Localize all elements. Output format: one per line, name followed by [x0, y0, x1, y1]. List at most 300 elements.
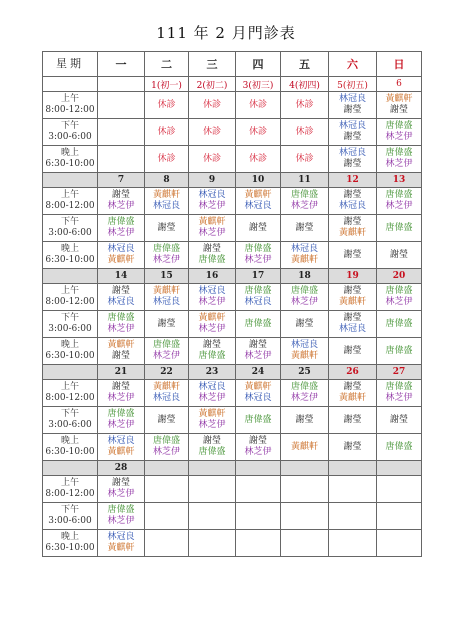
schedule-cell: [236, 530, 281, 557]
date-cell: 12: [329, 173, 377, 188]
doctor-name: 謝瑩: [389, 249, 408, 260]
schedule-cell: [329, 380, 377, 407]
slot-label: [43, 503, 98, 530]
weekday-header-7: 日: [377, 52, 422, 77]
doctor-name: 謝瑩: [343, 345, 362, 356]
schedule-cell: [236, 503, 281, 530]
doctor-name: 謝瑩: [343, 217, 362, 227]
date-cell: 5(初五): [329, 77, 377, 92]
weekday-header-3: 三: [189, 52, 236, 77]
slot-label: [43, 311, 98, 338]
doctor-name: 林冠良: [152, 393, 180, 403]
weekday-header-label: 星期: [43, 52, 98, 77]
schedule-cell: [236, 119, 281, 146]
doctor-name: 謝瑩: [343, 249, 362, 260]
schedule-cell: [377, 476, 422, 503]
schedule-cell: [98, 146, 145, 173]
doctor-name: 林芝伊: [198, 420, 226, 430]
schedule-cell: [281, 242, 329, 269]
schedule-cell: [236, 284, 281, 311]
doctor-name: 林芝伊: [385, 132, 413, 142]
schedule-cell: [281, 119, 329, 146]
slot-row: [43, 188, 422, 215]
doctor-name: 謝瑩: [202, 436, 221, 446]
slot-label: [43, 146, 98, 173]
doctor-name: 謝瑩: [248, 436, 267, 446]
date-cell: 17: [236, 269, 281, 284]
doctor-name: 林芝伊: [107, 393, 135, 403]
schedule-cell: [281, 146, 329, 173]
schedule-cell: [145, 380, 189, 407]
slot-time: 6:30-10:00: [45, 351, 95, 361]
slot-row: [43, 146, 422, 173]
date-cell: 1(初一): [145, 77, 189, 92]
doctor-name: 謝瑩: [343, 105, 362, 115]
date-cell: 23: [189, 365, 236, 380]
doctor-name: 林芝伊: [290, 201, 318, 211]
doctor-name: 唐偉盛: [385, 286, 413, 296]
doctor-name: 林冠良: [338, 201, 366, 211]
weekday-header-4: 四: [236, 52, 281, 77]
schedule-cell: [236, 380, 281, 407]
schedule-cell: [329, 407, 377, 434]
closed-label: 休診: [295, 153, 314, 164]
schedule-cell: [329, 215, 377, 242]
doctor-name: 唐偉盛: [107, 409, 135, 419]
slot-row: [43, 284, 422, 311]
slot-name: 晚上: [60, 340, 79, 350]
schedule-cell: [377, 311, 422, 338]
schedule-cell: [236, 92, 281, 119]
slot-name: 下午: [60, 313, 79, 323]
doctor-name: 林冠良: [198, 190, 226, 200]
slot-time: 3:00-6:00: [48, 324, 92, 334]
schedule-cell: [377, 92, 422, 119]
doctor-name: 林芝伊: [290, 393, 318, 403]
doctor-name: 唐偉盛: [198, 351, 226, 361]
doctor-name: 黃麒軒: [107, 340, 135, 350]
schedule-cell: [377, 503, 422, 530]
schedule-cell: [98, 119, 145, 146]
schedule-cell: [236, 215, 281, 242]
date-cell: 9: [189, 173, 236, 188]
slot-time: 8:00-12:00: [45, 489, 95, 499]
slot-name: 上午: [60, 382, 79, 392]
doctor-name: 林冠良: [107, 297, 135, 307]
closed-label: 休診: [295, 126, 314, 137]
slot-name: 上午: [60, 94, 79, 104]
date-row-label: [43, 269, 98, 284]
schedule-cell: [145, 434, 189, 461]
doctor-name: 謝瑩: [343, 286, 362, 296]
doctor-name: 林芝伊: [107, 228, 135, 238]
doctor-name: 唐偉盛: [244, 286, 272, 296]
doctor-name: 林芝伊: [385, 297, 413, 307]
doctor-name: 林芝伊: [385, 201, 413, 211]
doctor-name: 唐偉盛: [152, 340, 180, 350]
slot-time: 6:30-10:00: [45, 159, 95, 169]
date-cell: 27: [377, 365, 422, 380]
schedule-cell: [377, 338, 422, 365]
slot-label: [43, 215, 98, 242]
slot-name: 下午: [60, 217, 79, 227]
doctor-name: 黃麒軒: [107, 255, 135, 265]
schedule-cell: [377, 146, 422, 173]
date-cell: [98, 77, 145, 92]
schedule-cell: [377, 119, 422, 146]
doctor-name: 林冠良: [244, 393, 272, 403]
doctor-name: 林冠良: [198, 286, 226, 296]
slot-row: [43, 311, 422, 338]
schedule-cell: [377, 434, 422, 461]
schedule-cell: [189, 146, 236, 173]
schedule-cell: [281, 380, 329, 407]
slot-row: [43, 338, 422, 365]
doctor-name: 林芝伊: [198, 201, 226, 211]
slot-row: [43, 119, 422, 146]
slot-row: [43, 92, 422, 119]
slot-row: [43, 242, 422, 269]
schedule-cell: [329, 434, 377, 461]
doctor-name: 林芝伊: [152, 351, 180, 361]
schedule-cell: [329, 530, 377, 557]
doctor-name: 黃麒軒: [152, 190, 180, 200]
schedule-cell: [98, 188, 145, 215]
date-cell: [236, 461, 281, 476]
doctor-name: 林芝伊: [152, 447, 180, 457]
schedule-cell: [98, 407, 145, 434]
schedule-cell: [189, 284, 236, 311]
date-cell: [189, 461, 236, 476]
doctor-name: 謝瑩: [343, 382, 362, 392]
doctor-name: 黃麒軒: [198, 409, 226, 419]
date-cell: 2(初二): [189, 77, 236, 92]
closed-label: 休診: [157, 99, 176, 110]
date-row-label: [43, 365, 98, 380]
date-cell: 16: [189, 269, 236, 284]
doctor-name: 謝瑩: [157, 318, 176, 329]
doctor-name: 林芝伊: [244, 447, 272, 457]
schedule-cell: [377, 407, 422, 434]
slot-time: 3:00-6:00: [48, 516, 92, 526]
schedule-cell: [189, 530, 236, 557]
doctor-name: 林芝伊: [107, 324, 135, 334]
doctor-name: 唐偉盛: [152, 244, 180, 254]
closed-label: 休診: [248, 126, 267, 137]
doctor-name: 林芝伊: [290, 297, 318, 307]
doctor-name: 謝瑩: [343, 441, 362, 452]
date-cell: 14: [98, 269, 145, 284]
slot-time: 8:00-12:00: [45, 297, 95, 307]
weekday-header-5: 五: [281, 52, 329, 77]
date-cell: [377, 461, 422, 476]
doctor-name: 林芝伊: [244, 255, 272, 265]
slot-time: 6:30-10:00: [45, 543, 95, 553]
schedule-cell: [189, 119, 236, 146]
doctor-name: 林芝伊: [198, 393, 226, 403]
schedule-cell: [189, 407, 236, 434]
doctor-name: 謝瑩: [157, 222, 176, 233]
schedule-cell: [189, 188, 236, 215]
doctor-name: 黃麒軒: [198, 217, 226, 227]
doctor-name: 謝瑩: [111, 190, 130, 200]
schedule-cell: [236, 146, 281, 173]
doctor-name: 謝瑩: [111, 351, 130, 361]
doctor-name: 林冠良: [244, 297, 272, 307]
schedule-cell: [281, 311, 329, 338]
doctor-name: 林冠良: [107, 244, 135, 254]
slot-time: 3:00-6:00: [48, 132, 92, 142]
doctor-name: 唐偉盛: [290, 382, 318, 392]
schedule-cell: [329, 119, 377, 146]
slot-time: 8:00-12:00: [45, 393, 95, 403]
doctor-name: 林冠良: [338, 324, 366, 334]
doctor-name: 黃麒軒: [107, 543, 135, 553]
schedule-cell: [145, 188, 189, 215]
schedule-cell: [145, 407, 189, 434]
date-cell: 13: [377, 173, 422, 188]
doctor-name: 謝瑩: [111, 286, 130, 296]
schedule-cell: [329, 92, 377, 119]
slot-name: 晚上: [60, 436, 79, 446]
doctor-name: 唐偉盛: [198, 447, 226, 457]
schedule-cell: [145, 503, 189, 530]
doctor-name: 謝瑩: [295, 222, 314, 233]
doctor-name: 黃麒軒: [244, 190, 272, 200]
schedule-cell: [145, 338, 189, 365]
date-row-label: [43, 173, 98, 188]
doctor-name: 林芝伊: [198, 228, 226, 238]
slot-time: 3:00-6:00: [48, 420, 92, 430]
schedule-cell: [281, 284, 329, 311]
schedule-cell: [236, 188, 281, 215]
date-cell: [329, 461, 377, 476]
schedule-cell: [329, 242, 377, 269]
doctor-name: 謝瑩: [202, 340, 221, 350]
doctor-name: 唐偉盛: [385, 318, 413, 329]
doctor-name: 黃麒軒: [338, 393, 366, 403]
date-cell: 21: [98, 365, 145, 380]
schedule-cell: [98, 338, 145, 365]
schedule-cell: [377, 380, 422, 407]
doctor-name: 黃麒軒: [290, 351, 318, 361]
doctor-name: 謝瑩: [343, 159, 362, 169]
doctor-name: 謝瑩: [389, 414, 408, 425]
slot-time: 6:30-10:00: [45, 255, 95, 265]
doctor-name: 黃麒軒: [152, 382, 180, 392]
slot-row: [43, 407, 422, 434]
slot-row: [43, 380, 422, 407]
schedule-cell: [329, 476, 377, 503]
schedule-cell: [189, 311, 236, 338]
doctor-name: 林芝伊: [107, 420, 135, 430]
doctor-name: 林芝伊: [385, 393, 413, 403]
schedule-cell: [98, 284, 145, 311]
date-cell: [281, 461, 329, 476]
slot-label: [43, 188, 98, 215]
schedule-cell: [145, 476, 189, 503]
doctor-name: 林芝伊: [107, 201, 135, 211]
schedule-cell: [329, 311, 377, 338]
closed-label: 休診: [202, 99, 221, 110]
doctor-name: 唐偉盛: [290, 190, 318, 200]
schedule-cell: [189, 434, 236, 461]
schedule-cell: [329, 503, 377, 530]
slot-label: [43, 380, 98, 407]
slot-row: [43, 434, 422, 461]
date-cell: 15: [145, 269, 189, 284]
schedule-cell: [236, 242, 281, 269]
doctor-name: 林芝伊: [152, 255, 180, 265]
closed-label: 休診: [157, 126, 176, 137]
doctor-name: 林冠良: [338, 121, 366, 131]
weekday-header-row: [43, 52, 422, 77]
doctor-name: 唐偉盛: [152, 436, 180, 446]
slot-label: [43, 407, 98, 434]
closed-label: 休診: [248, 99, 267, 110]
schedule-cell: [377, 530, 422, 557]
schedule-cell: [281, 503, 329, 530]
schedule-cell: [98, 92, 145, 119]
doctor-name: 黃麒軒: [290, 441, 318, 452]
slot-name: 下午: [60, 121, 79, 131]
doctor-name: 謝瑩: [343, 313, 362, 323]
schedule-cell: [329, 188, 377, 215]
schedule-cell: [145, 119, 189, 146]
schedule-cell: [98, 311, 145, 338]
schedule-cell: [281, 476, 329, 503]
doctor-name: 黃麒軒: [385, 94, 413, 104]
weekday-header-6: 六: [329, 52, 377, 77]
doctor-name: 林冠良: [338, 148, 366, 158]
schedule-cell: [281, 530, 329, 557]
schedule-cell: [98, 530, 145, 557]
date-cell: 22: [145, 365, 189, 380]
schedule-cell: [377, 242, 422, 269]
slot-time: 3:00-6:00: [48, 228, 92, 238]
schedule-cell: [145, 284, 189, 311]
doctor-name: 謝瑩: [343, 190, 362, 200]
schedule-cell: [145, 92, 189, 119]
schedule-cell: [145, 215, 189, 242]
date-cell: 8: [145, 173, 189, 188]
doctor-name: 黃麒軒: [290, 255, 318, 265]
doctor-name: 謝瑩: [248, 340, 267, 350]
date-cell: 10: [236, 173, 281, 188]
doctor-name: 謝瑩: [389, 105, 408, 115]
schedule-cell: [281, 215, 329, 242]
doctor-name: 謝瑩: [343, 132, 362, 142]
doctor-name: 林冠良: [290, 244, 318, 254]
date-cell: 7: [98, 173, 145, 188]
date-cell: 20: [377, 269, 422, 284]
schedule-cell: [145, 146, 189, 173]
doctor-name: 謝瑩: [295, 318, 314, 329]
doctor-name: 林冠良: [338, 94, 366, 104]
date-cell: 26: [329, 365, 377, 380]
slot-row: [43, 503, 422, 530]
slot-name: 上午: [60, 286, 79, 296]
closed-label: 休診: [157, 153, 176, 164]
schedule-cell: [281, 188, 329, 215]
closed-label: 休診: [295, 99, 314, 110]
doctor-name: 唐偉盛: [244, 414, 272, 425]
clinic-schedule-table: [42, 51, 422, 557]
date-cell: 18: [281, 269, 329, 284]
slot-time: 6:30-10:00: [45, 447, 95, 457]
doctor-name: 林芝伊: [385, 159, 413, 169]
slot-row: [43, 476, 422, 503]
schedule-cell: [236, 407, 281, 434]
date-row-label: [43, 461, 98, 476]
date-row: [43, 269, 422, 284]
schedule-cell: [145, 242, 189, 269]
schedule-cell: [281, 92, 329, 119]
doctor-name: 林冠良: [152, 201, 180, 211]
schedule-cell: [236, 338, 281, 365]
date-cell: 11: [281, 173, 329, 188]
doctor-name: 唐偉盛: [385, 222, 413, 233]
weekday-header-2: 二: [145, 52, 189, 77]
schedule-cell: [236, 476, 281, 503]
doctor-name: 林芝伊: [107, 489, 135, 499]
date-row: [43, 173, 422, 188]
schedule-cell: [189, 215, 236, 242]
doctor-name: 唐偉盛: [244, 318, 272, 329]
slot-name: 下午: [60, 409, 79, 419]
doctor-name: 林冠良: [290, 340, 318, 350]
doctor-name: 唐偉盛: [107, 217, 135, 227]
doctor-name: 林芝伊: [244, 351, 272, 361]
doctor-name: 謝瑩: [157, 414, 176, 425]
doctor-name: 黃麒軒: [338, 228, 366, 238]
schedule-cell: [98, 476, 145, 503]
doctor-name: 林芝伊: [107, 516, 135, 526]
closed-label: 休診: [202, 153, 221, 164]
slot-label: [43, 476, 98, 503]
date-row: [43, 461, 422, 476]
schedule-cell: [145, 311, 189, 338]
doctor-name: 林芝伊: [198, 297, 226, 307]
doctor-name: 唐偉盛: [107, 505, 135, 515]
schedule-cell: [98, 215, 145, 242]
weekday-header-1: 一: [98, 52, 145, 77]
doctor-name: 唐偉盛: [244, 244, 272, 254]
schedule-cell: [377, 188, 422, 215]
schedule-cell: [98, 380, 145, 407]
doctor-name: 唐偉盛: [385, 148, 413, 158]
slot-name: 晚上: [60, 148, 79, 158]
closed-label: 休診: [248, 153, 267, 164]
schedule-cell: [189, 338, 236, 365]
schedule-cell: [145, 530, 189, 557]
schedule-cell: [236, 311, 281, 338]
doctor-name: 唐偉盛: [385, 441, 413, 452]
slot-row: [43, 215, 422, 242]
doctor-name: 林芝伊: [198, 324, 226, 334]
doctor-name: 唐偉盛: [385, 121, 413, 131]
slot-name: 晚上: [60, 244, 79, 254]
schedule-cell: [281, 434, 329, 461]
date-row-label: [43, 77, 98, 92]
date-cell: 4(初四): [281, 77, 329, 92]
slot-row: [43, 530, 422, 557]
slot-label: [43, 284, 98, 311]
doctor-name: 謝瑩: [343, 414, 362, 425]
date-cell: [145, 461, 189, 476]
date-row: [43, 77, 422, 92]
slot-time: 8:00-12:00: [45, 105, 95, 115]
